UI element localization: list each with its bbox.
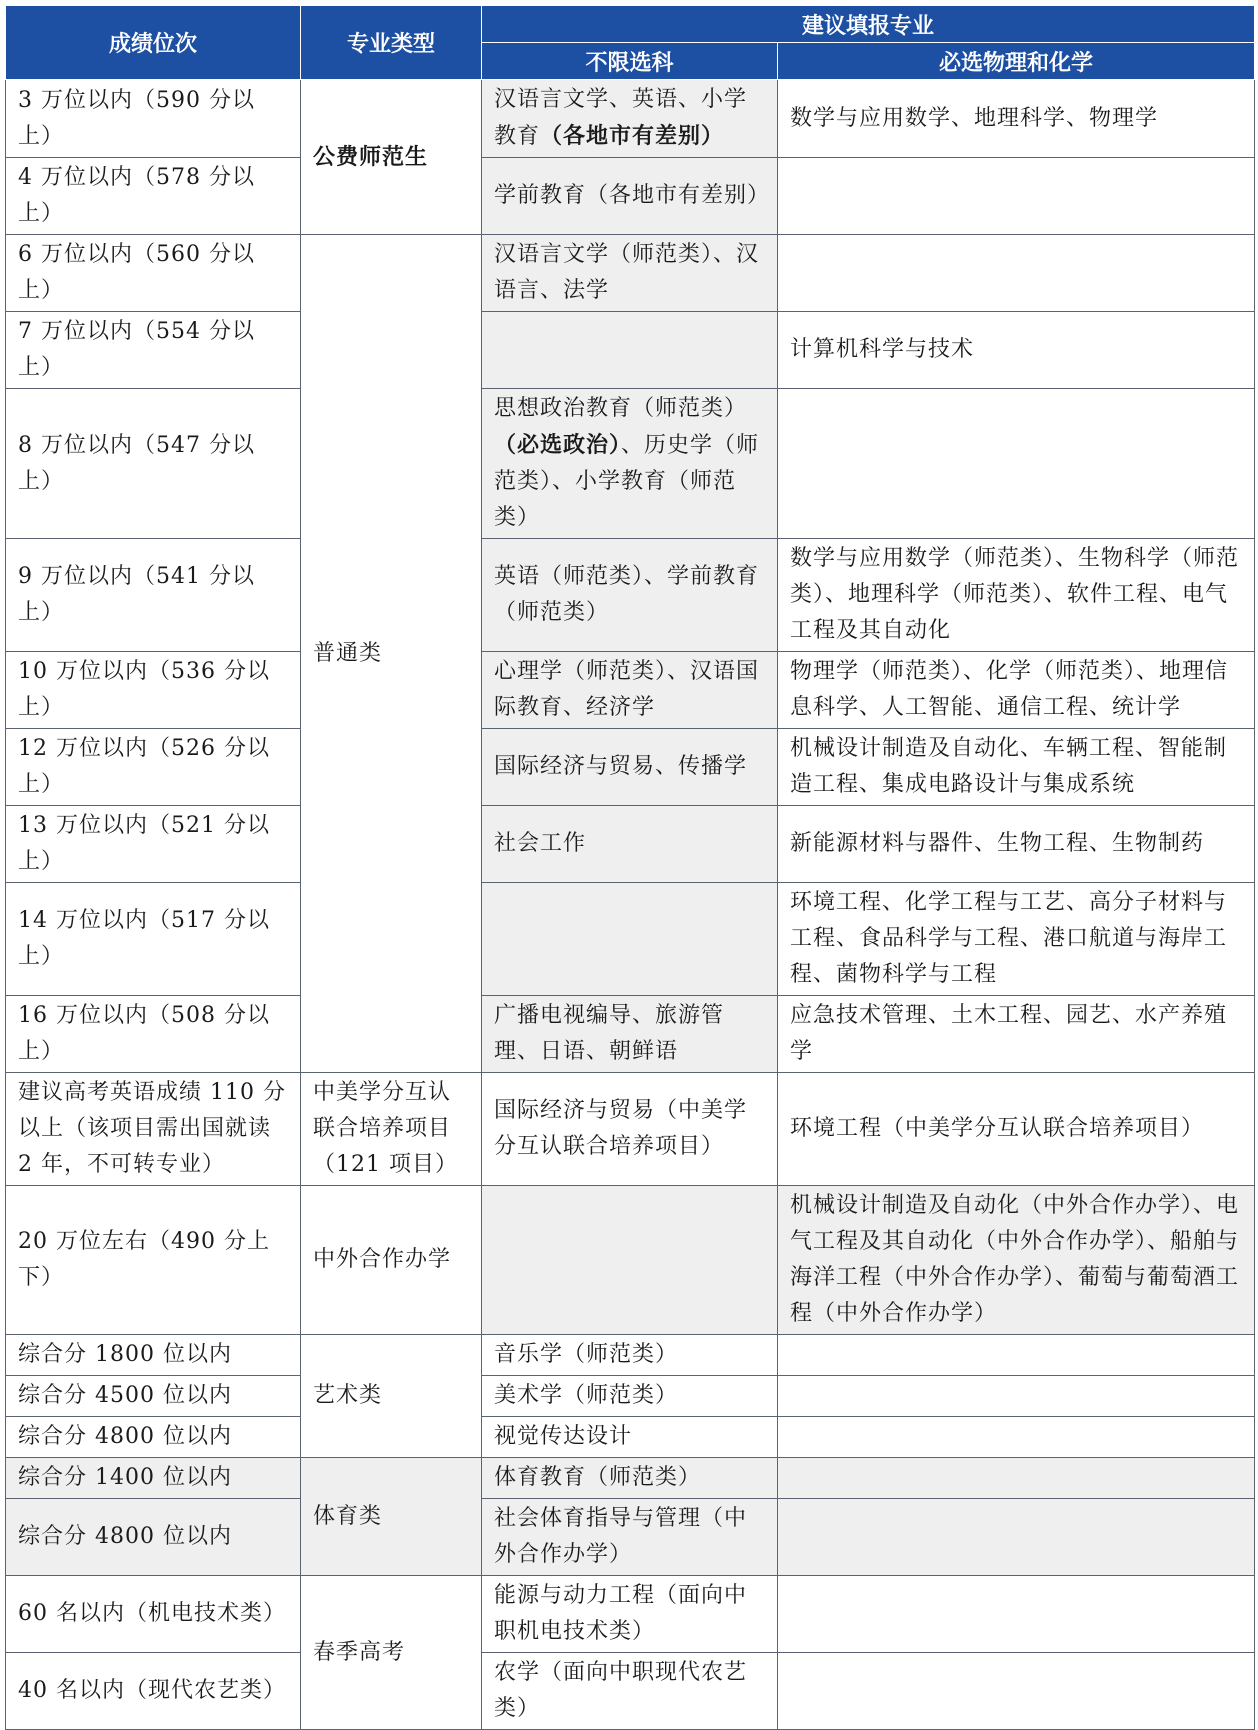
physchem-cell: [778, 1376, 1255, 1417]
physchem-cell: 计算机科学与技术: [778, 312, 1255, 389]
rank-cell: 综合分 1400 位以内: [6, 1458, 301, 1499]
admission-plan-table: [5, 5, 1255, 1730]
table-row: [6, 729, 1255, 806]
unrestricted-cell: 英语（师范类）、学前教育（师范类）: [482, 539, 778, 652]
physchem-cell: [778, 1653, 1255, 1730]
rank-cell: 4 万位以内（578 分以上）: [6, 158, 301, 235]
physchem-cell: [778, 158, 1255, 235]
unrestricted-cell: [482, 883, 778, 996]
type-cell: 中外合作办学: [301, 1186, 482, 1335]
header-suggest: 建议填报专业: [482, 6, 1255, 43]
unrestricted-cell: 汉语言文学（师范类）、汉语言、法学: [482, 235, 778, 312]
unrestricted-cell: 广播电视编导、旅游管理、日语、朝鲜语: [482, 996, 778, 1073]
unrestricted-cell: 农学（面向中职现代农艺类）: [482, 1653, 778, 1730]
type-cell: 体育类: [301, 1458, 482, 1576]
rank-cell: 综合分 4800 位以内: [6, 1417, 301, 1458]
type-cell: 普通类: [301, 235, 482, 1073]
unrestricted-cell: [482, 1186, 778, 1335]
table-row: [6, 652, 1255, 729]
unrestricted-cell: 能源与动力工程（面向中职机电技术类）: [482, 1576, 778, 1653]
header-rank: 成绩位次: [6, 6, 301, 80]
header-row-1: [6, 6, 1255, 43]
physchem-cell: 新能源材料与器件、生物工程、生物制药: [778, 806, 1255, 883]
physchem-cell: [778, 1458, 1255, 1499]
unrestricted-cell: 社会工作: [482, 806, 778, 883]
header-unrestricted: 不限选科: [482, 43, 778, 80]
table-row: [6, 1499, 1255, 1576]
cell-text: 思想政治教育（师范类）: [494, 396, 748, 421]
physchem-cell: [778, 1499, 1255, 1576]
header-type: 专业类型: [301, 6, 482, 80]
table-row: [6, 312, 1255, 389]
unrestricted-cell: 视觉传达设计: [482, 1417, 778, 1458]
physchem-cell: 环境工程、化学工程与工艺、高分子材料与工程、食品科学与工程、港口航道与海岸工程、菌物科学与工程: [778, 883, 1255, 996]
table-row: [6, 158, 1255, 235]
physchem-cell: 数学与应用数学（师范类）、生物科学（师范类）、地理科学（师范类）、软件工程、电气工程及其自动化: [778, 539, 1255, 652]
table-row: [6, 996, 1255, 1073]
unrestricted-cell: [482, 312, 778, 389]
table-row: [6, 1417, 1255, 1458]
cell-text-bold: （必选政治）: [494, 432, 622, 458]
rank-cell: 综合分 1800 位以内: [6, 1335, 301, 1376]
table-row: [6, 1335, 1255, 1376]
type-cell: 中美学分互认联合培养项目（121 项目）: [301, 1073, 482, 1186]
physchem-cell: [778, 1576, 1255, 1653]
table-row: [6, 235, 1255, 312]
type-cell: 春季高考: [301, 1576, 482, 1730]
table-row: [6, 389, 1255, 539]
rank-cell: 3 万位以内（590 分以上）: [6, 80, 301, 158]
rank-cell: 13 万位以内（521 分以上）: [6, 806, 301, 883]
physchem-cell: [778, 1335, 1255, 1376]
table-row: [6, 1458, 1255, 1499]
physchem-cell: 环境工程（中美学分互认联合培养项目）: [778, 1073, 1255, 1186]
rank-cell: 综合分 4500 位以内: [6, 1376, 301, 1417]
table-row: [6, 539, 1255, 652]
rank-cell: 7 万位以内（554 分以上）: [6, 312, 301, 389]
unrestricted-cell: 体育教育（师范类）: [482, 1458, 778, 1499]
rank-cell: 14 万位以内（517 分以上）: [6, 883, 301, 996]
physchem-cell: 物理学（师范类）、化学（师范类）、地理信息科学、人工智能、通信工程、统计学: [778, 652, 1255, 729]
table-row: [6, 1376, 1255, 1417]
rank-cell: 综合分 4800 位以内: [6, 1499, 301, 1576]
cell-text: 汉语言文学、英语、小学教育: [494, 87, 748, 149]
rank-cell: 40 名以内（现代农艺类）: [6, 1653, 301, 1730]
unrestricted-cell: 国际经济与贸易、传播学: [482, 729, 778, 806]
table-row: [6, 1576, 1255, 1653]
cell-text-bold: （各地市有差别）: [540, 123, 725, 149]
table-row: [6, 806, 1255, 883]
unrestricted-cell: 学前教育（各地市有差别）: [482, 158, 778, 235]
unrestricted-cell: 社会体育指导与管理（中外合作办学）: [482, 1499, 778, 1576]
physchem-cell: [778, 1417, 1255, 1458]
rank-cell: 12 万位以内（526 分以上）: [6, 729, 301, 806]
cell-text: 、历史学（师范类）、小学教育（师范类）: [494, 433, 760, 530]
rank-cell: 10 万位以内（536 分以上）: [6, 652, 301, 729]
physchem-cell: [778, 389, 1255, 539]
physchem-cell: 机械设计制造及自动化、车辆工程、智能制造工程、集成电路设计与集成系统: [778, 729, 1255, 806]
physchem-cell: 数学与应用数学、地理科学、物理学: [778, 80, 1255, 158]
type-cell: 艺术类: [301, 1335, 482, 1458]
table-row: [6, 1186, 1255, 1335]
unrestricted-cell: 国际经济与贸易（中美学分互认联合培养项目）: [482, 1073, 778, 1186]
unrestricted-cell: 心理学（师范类）、汉语国际教育、经济学: [482, 652, 778, 729]
table-row: [6, 883, 1255, 996]
type-cell: 公费师范生: [301, 80, 482, 235]
rank-cell: 建议高考英语成绩 110 分以上（该项目需出国就读 2 年，不可转专业）: [6, 1073, 301, 1186]
rank-cell: 20 万位左右（490 分上下）: [6, 1186, 301, 1335]
unrestricted-cell: 美术学（师范类）: [482, 1376, 778, 1417]
header-physchem: 必选物理和化学: [778, 43, 1255, 80]
rank-cell: 8 万位以内（547 分以上）: [6, 389, 301, 539]
rank-cell: 6 万位以内（560 分以上）: [6, 235, 301, 312]
unrestricted-cell: [482, 389, 778, 539]
unrestricted-cell: [482, 80, 778, 158]
table-row: [6, 80, 1255, 158]
table-row: [6, 1653, 1255, 1730]
rank-cell: 60 名以内（机电技术类）: [6, 1576, 301, 1653]
table-row: [6, 1073, 1255, 1186]
physchem-cell: [778, 235, 1255, 312]
physchem-cell: 机械设计制造及自动化（中外合作办学）、电气工程及其自动化（中外合作办学）、船舶与海洋工程（中外合作办学）、葡萄与葡萄酒工程（中外合作办学）: [778, 1186, 1255, 1335]
physchem-cell: 应急技术管理、土木工程、园艺、水产养殖学: [778, 996, 1255, 1073]
unrestricted-cell: 音乐学（师范类）: [482, 1335, 778, 1376]
rank-cell: 16 万位以内（508 分以上）: [6, 996, 301, 1073]
rank-cell: 9 万位以内（541 分以上）: [6, 539, 301, 652]
